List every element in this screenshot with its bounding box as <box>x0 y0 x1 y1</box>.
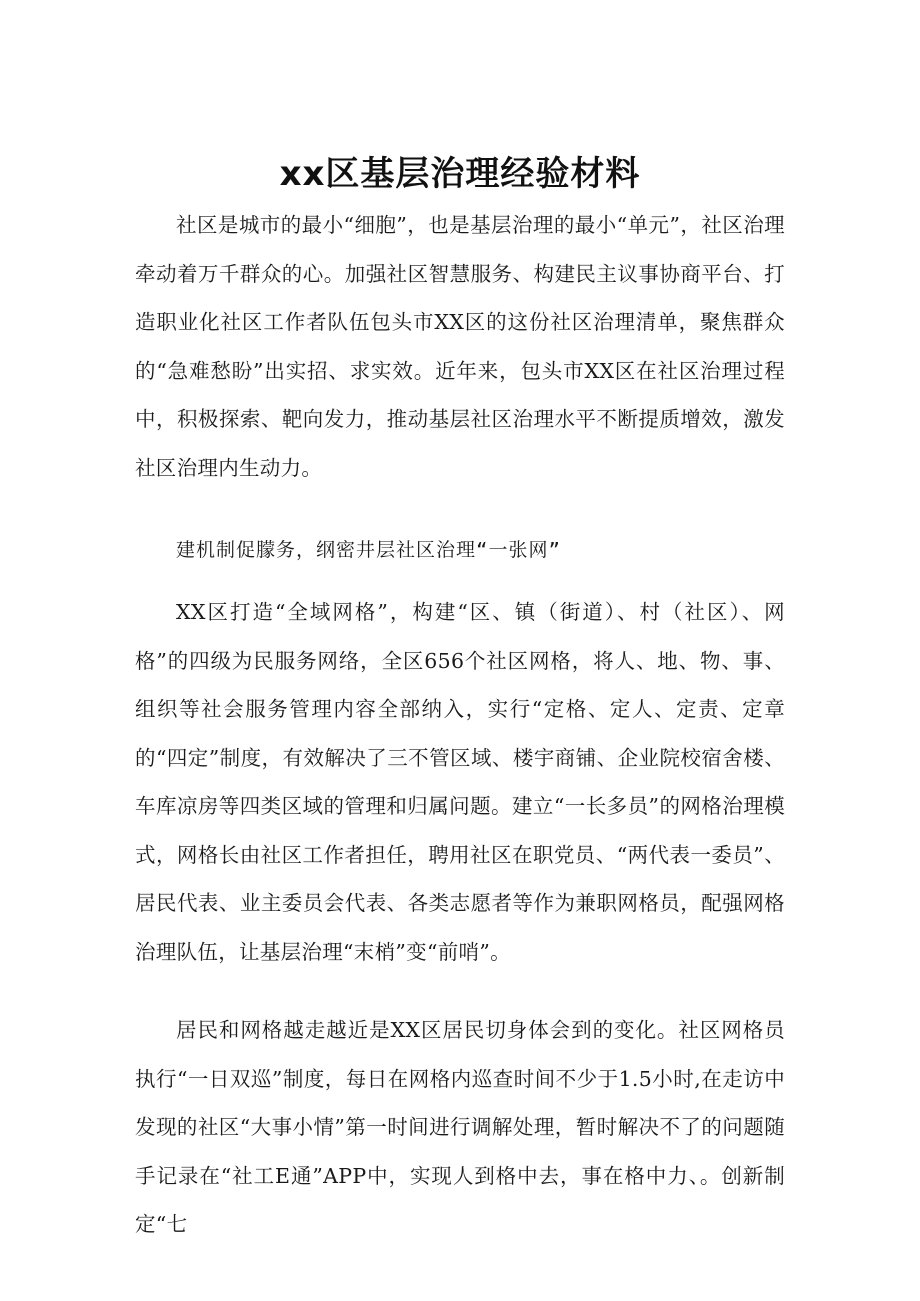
section-paragraph-residents: 居民和网格越走越近是XX区居民切身体会到的变化。社区网格员执行“一日双巡”制度，每日在网格内巡查时间不少于1.5小时,在走访中发现的社区“大事小情”第一时间进行调解处理，暂时解决不了的问题随手记录在“社工E通”APP中，实现人到格中去，事在格中力、。创新制定“七 <box>135 1018 785 1236</box>
section-heading: 建机制促朦务，纲密井层社区治理“一张网” <box>176 539 561 561</box>
section-paragraph-grid: XX区打造“全域网格”，构建“区、镇（街道）、村（社区）、网格”的四级为民服务网络，全区656个社区网格，将人、地、物、事、组织等社会服务管理内容全部纳入，实行“定格、定人、定责、定章的“四定”制度，有效解决了三不管区域、楼宇商铺、企业院校宿舍楼、车库凉房等四类区域的管理和归属问题。建立“一长多员”的网格治理模式，网格长由社区工作者担任，聘用社区在职党员、“两代表一委员”、居民代表、业主委员会代表、各类志愿者等作为兼职网格员，配强网格治理队伍，让基层治理“末梢”变“前哨”。 <box>135 600 785 964</box>
intro-paragraph: 社区是城市的最小“细胞”，也是基层治理的最小“单元”，社区治理牵动着万千群众的心。加强社区智慧服务、构建民主议事协商平台、打造职业化社区工作者队伍包头市XX区的这份社区治理清单，聚焦群众的“急难愁盼”出实招、求实效。近年来，包头市XX区在社区治理过程中，积极探索、靶向发力，推动基层社区治理水平不断提质增效，激发社区治理内生动力。 <box>135 213 785 480</box>
document-title: xx区基层治理经验材料 <box>279 153 641 194</box>
